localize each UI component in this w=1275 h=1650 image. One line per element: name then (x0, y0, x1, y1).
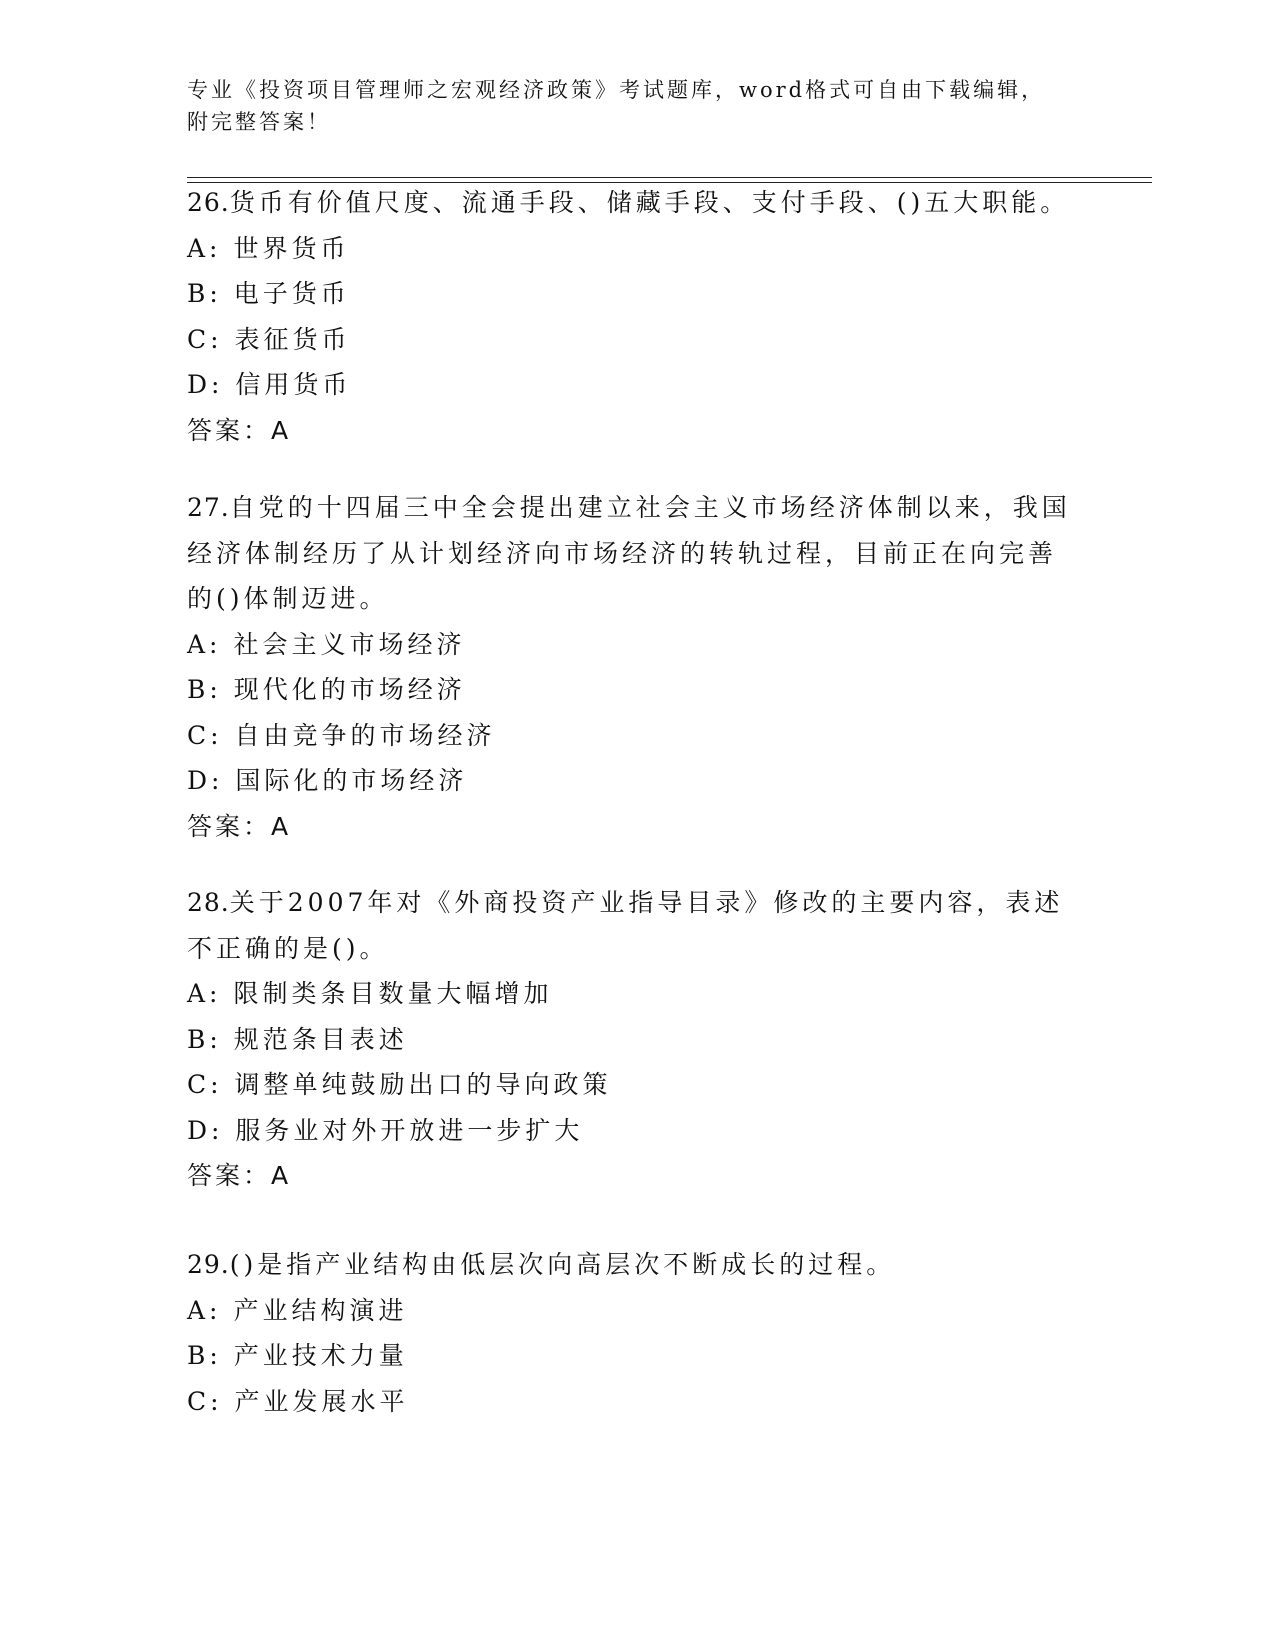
option-text: 自由竞争的市场经济 (234, 720, 496, 750)
question-text-line: 关于2007年对《外商投资产业指导目录》修改的主要内容，表述 (229, 888, 1064, 917)
question-text-line: 的()体制迈进。 (187, 584, 389, 613)
option-label: D: (187, 766, 224, 795)
question-number: 26. (187, 188, 230, 217)
answer-label: 答案： (187, 811, 272, 841)
header-line-2: 附完整答案！ (187, 110, 331, 134)
question-stem (187, 880, 1087, 971)
option-a (187, 1288, 1087, 1334)
question-text-line: 不正确的是()。 (187, 933, 389, 963)
option-label: A: (187, 629, 222, 659)
option-text: 产业技术力量 (233, 1341, 408, 1370)
option-label: C: (187, 324, 223, 354)
option-label: A: (187, 979, 222, 1008)
answer-line (187, 408, 1087, 454)
option-text: 限制类条目数量大幅增加 (233, 979, 553, 1008)
option-label: D: (187, 1115, 224, 1145)
question-number: 29. (187, 1250, 230, 1279)
question-stem (187, 1242, 1087, 1288)
question-number: 27. (187, 493, 230, 522)
question-number: 28. (187, 888, 230, 917)
option-d (187, 362, 1087, 408)
option-c (187, 1379, 1087, 1425)
option-b (187, 271, 1087, 317)
option-a (187, 226, 1087, 272)
option-text: 规范条目表述 (233, 1024, 408, 1054)
answer-label: 答案： (187, 415, 272, 445)
answer-value: A (271, 811, 291, 841)
option-b (187, 1333, 1087, 1379)
option-text: 产业结构演进 (233, 1295, 408, 1325)
option-d (187, 1108, 1087, 1154)
option-label: C: (187, 1070, 223, 1099)
option-label: A: (187, 233, 222, 263)
option-a (187, 622, 1087, 668)
option-text: 产业发展水平 (234, 1386, 409, 1416)
question-text-line: ()是指产业结构由低层次向高层次不断成长的过程。 (229, 1250, 896, 1279)
answer-line (187, 1153, 1087, 1199)
option-label: A: (187, 1295, 222, 1325)
question-stem (187, 485, 1087, 622)
answer-line (187, 804, 1087, 850)
question-26 (187, 180, 1087, 453)
header-divider-top (187, 177, 1152, 178)
question-text-line: 货币有价值尺度、流通手段、储藏手段、支付手段、()五大职能。 (229, 188, 1070, 217)
option-text: 表征货币 (234, 324, 351, 354)
question-28 (187, 880, 1087, 1199)
answer-label: 答案： (187, 1161, 272, 1190)
option-c (187, 317, 1087, 363)
option-text: 信用货币 (235, 370, 352, 399)
question-29 (187, 1242, 1087, 1424)
option-text: 现代化的市场经济 (233, 675, 466, 704)
question-27 (187, 485, 1087, 849)
option-label: C: (187, 720, 223, 750)
option-d (187, 758, 1087, 804)
option-c (187, 713, 1087, 759)
option-a (187, 971, 1087, 1017)
option-label: C: (187, 1386, 223, 1416)
option-label: B: (187, 1024, 222, 1054)
answer-value: A (271, 1161, 291, 1190)
question-stem (187, 180, 1087, 226)
question-text-line: 经济体制经历了从计划经济向市场经济的转轨过程，目前正在向完善 (187, 538, 1058, 568)
option-text: 社会主义市场经济 (233, 629, 466, 659)
document-header (187, 74, 1087, 138)
answer-value: A (271, 415, 291, 445)
option-b (187, 1017, 1087, 1063)
question-text-line: 自党的十四届三中全会提出建立社会主义市场经济体制以来，我国 (229, 493, 1071, 522)
option-text: 世界货币 (233, 233, 350, 263)
option-text: 国际化的市场经济 (235, 766, 468, 795)
option-label: B: (187, 279, 222, 308)
option-text: 电子货币 (233, 279, 350, 308)
option-text: 调整单纯鼓励出口的导向政策 (234, 1070, 612, 1099)
header-line-1: 专业《投资项目管理师之宏观经济政策》考试题库，word格式可自由下载编辑， (187, 78, 1046, 102)
option-c (187, 1062, 1087, 1108)
option-label: D: (187, 370, 224, 399)
option-b (187, 667, 1087, 713)
option-text: 服务业对外开放进一步扩大 (235, 1115, 584, 1145)
option-label: B: (187, 675, 222, 704)
option-label: B: (187, 1341, 222, 1370)
